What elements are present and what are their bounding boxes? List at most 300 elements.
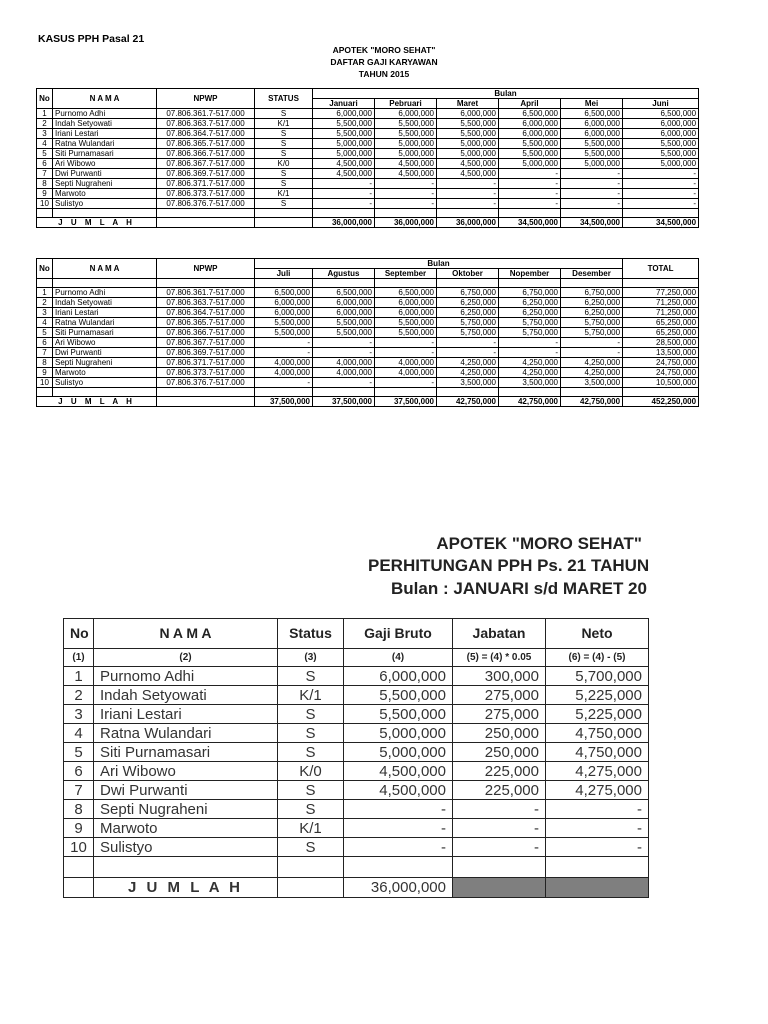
pph-subheader: (4)	[344, 649, 453, 667]
total-value: 42,750,000	[499, 397, 561, 407]
row-value: -	[375, 378, 437, 388]
month-header: Januari	[313, 99, 375, 109]
row-nama: Indah Setyowati	[53, 298, 157, 308]
month-header: Agustus	[313, 269, 375, 279]
blank-cell	[561, 279, 623, 288]
total-value: 37,500,000	[255, 397, 313, 407]
col-bulan: Bulan	[255, 259, 623, 269]
row-value: 5,000,000	[375, 139, 437, 149]
row-no: 5	[37, 149, 53, 159]
row-npwp: 07.806.369.7-517.000	[157, 169, 255, 179]
row-value: 6,000,000	[313, 308, 375, 318]
pph-subheader: (6) = (4) - (5)	[546, 649, 649, 667]
row-status: S	[255, 129, 313, 139]
row-no: 5	[37, 328, 53, 338]
row-value: -	[561, 199, 623, 209]
row-npwp: 07.806.367.7-517.000	[157, 159, 255, 169]
blank-cell	[375, 209, 437, 218]
table-row	[37, 139, 699, 149]
row-total: 65,250,000	[623, 318, 699, 328]
row-jabatan: 300,000	[453, 667, 546, 686]
row-nama: Dwi Purwanti	[53, 348, 157, 358]
row-npwp: 07.806.365.7-517.000	[157, 318, 255, 328]
row-status: K/1	[255, 119, 313, 129]
row-no: 10	[37, 199, 53, 209]
row-npwp: 07.806.373.7-517.000	[157, 368, 255, 378]
row-value: 6,000,000	[375, 109, 437, 119]
blank-cell	[94, 857, 278, 878]
row-no: 6	[37, 159, 53, 169]
row-status: S	[278, 800, 344, 819]
col-status: STATUS	[255, 89, 313, 109]
row-value: -	[561, 179, 623, 189]
row-value: 3,500,000	[437, 378, 499, 388]
row-value: 6,500,000	[255, 288, 313, 298]
row-bruto: 4,500,000	[344, 762, 453, 781]
table-row	[37, 288, 699, 298]
row-value: -	[561, 338, 623, 348]
row-value: 5,000,000	[499, 159, 561, 169]
row-status: S	[255, 149, 313, 159]
row-no: 8	[37, 179, 53, 189]
row-nama: Ari Wibowo	[53, 338, 157, 348]
shaded-cell	[546, 878, 649, 898]
row-value: 5,000,000	[437, 149, 499, 159]
row-nama: Marwoto	[53, 189, 157, 199]
col-total: TOTAL	[623, 259, 699, 279]
row-no: 9	[37, 368, 53, 378]
row-value: 5,500,000	[375, 328, 437, 338]
row-value: 6,250,000	[499, 298, 561, 308]
row-no: 10	[64, 838, 94, 857]
row-status: K/1	[278, 686, 344, 705]
row-value: -	[313, 189, 375, 199]
blank-row	[64, 857, 649, 878]
row-nama: Ari Wibowo	[53, 159, 157, 169]
row-value: 6,000,000	[375, 308, 437, 318]
blank-cell	[37, 279, 53, 288]
row-nama: Marwoto	[94, 819, 278, 838]
row-jabatan: -	[453, 800, 546, 819]
table-row	[37, 348, 699, 358]
row-no: 6	[64, 762, 94, 781]
row-status: S	[255, 109, 313, 119]
row-jabatan: -	[453, 838, 546, 857]
table-row	[37, 149, 699, 159]
row-value: 5,500,000	[561, 149, 623, 159]
row-value: 5,500,000	[313, 119, 375, 129]
blank-cell	[37, 388, 53, 397]
pph-company-title: APOTEK "MORO SEHAT"	[436, 534, 642, 553]
blank-cell	[437, 388, 499, 397]
blank-cell	[157, 209, 255, 218]
row-neto: -	[546, 800, 649, 819]
table-row	[37, 189, 699, 199]
row-value: 5,500,000	[375, 129, 437, 139]
row-value: 4,500,000	[437, 169, 499, 179]
table-row	[37, 328, 699, 338]
row-value: 4,250,000	[499, 358, 561, 368]
row-total: 24,750,000	[623, 358, 699, 368]
case-title: KASUS PPH Pasal 21	[38, 33, 145, 45]
row-total: 10,500,000	[623, 378, 699, 388]
row-total: 71,250,000	[623, 298, 699, 308]
row-neto: 4,275,000	[546, 762, 649, 781]
row-total: 77,250,000	[623, 288, 699, 298]
row-value: 5,500,000	[561, 139, 623, 149]
pph-header: Status	[278, 619, 344, 649]
month-header: Pebruari	[375, 99, 437, 109]
row-value: 6,250,000	[437, 308, 499, 318]
table-row	[37, 129, 699, 139]
blank-cell	[375, 388, 437, 397]
row-value: -	[499, 348, 561, 358]
row-value: 5,000,000	[313, 149, 375, 159]
row-value: 5,500,000	[255, 318, 313, 328]
row-value: -	[255, 348, 313, 358]
row-nama: Siti Purnamasari	[53, 328, 157, 338]
row-status: K/1	[278, 819, 344, 838]
col-nama: N A M A	[53, 259, 157, 279]
row-value: -	[437, 189, 499, 199]
row-value: -	[623, 199, 699, 209]
row-value: 5,500,000	[437, 119, 499, 129]
total-bruto: 36,000,000	[344, 878, 453, 898]
company-name: APOTEK "MORO SEHAT"	[332, 45, 436, 55]
col-bulan: Bulan	[313, 89, 699, 99]
pph-table	[63, 618, 649, 898]
col-no: No	[37, 259, 53, 279]
row-total: 28,500,000	[623, 338, 699, 348]
row-value: 4,000,000	[313, 358, 375, 368]
row-nama: Purnomo Adhi	[53, 109, 157, 119]
blank-cell	[623, 209, 699, 218]
row-npwp: 07.806.361.7-517.000	[157, 288, 255, 298]
total-value: 42,750,000	[561, 397, 623, 407]
row-no: 5	[64, 743, 94, 762]
row-status: S	[278, 724, 344, 743]
row-value: 6,000,000	[561, 119, 623, 129]
row-neto: -	[546, 838, 649, 857]
blank-cell	[255, 388, 313, 397]
row-value: 4,500,000	[375, 169, 437, 179]
table-row	[64, 743, 649, 762]
blank-cell	[157, 279, 255, 288]
row-value: 5,750,000	[561, 328, 623, 338]
row-no: 7	[64, 781, 94, 800]
row-value: 5,500,000	[375, 318, 437, 328]
row-nama: Purnomo Adhi	[94, 667, 278, 686]
table-row	[64, 667, 649, 686]
total-value: 34,500,000	[623, 218, 699, 228]
row-nama: Septi Nugraheni	[53, 358, 157, 368]
blank-cell	[313, 388, 375, 397]
pph-header: No	[64, 619, 94, 649]
row-value: -	[313, 348, 375, 358]
month-header: Juli	[255, 269, 313, 279]
row-neto: 4,275,000	[546, 781, 649, 800]
row-value: 5,000,000	[313, 139, 375, 149]
row-npwp: 07.806.376.7-517.000	[157, 199, 255, 209]
table-row	[37, 298, 699, 308]
blank-cell	[53, 209, 157, 218]
row-value: 5,500,000	[499, 139, 561, 149]
table-row	[64, 819, 649, 838]
row-no: 7	[37, 348, 53, 358]
row-no: 1	[37, 109, 53, 119]
row-npwp: 07.806.364.7-517.000	[157, 129, 255, 139]
row-no: 4	[37, 139, 53, 149]
row-value: 5,500,000	[255, 328, 313, 338]
total-value: 42,750,000	[437, 397, 499, 407]
table-row	[64, 762, 649, 781]
row-value: 6,000,000	[499, 129, 561, 139]
blank-cell	[278, 878, 344, 898]
row-bruto: 5,500,000	[344, 686, 453, 705]
row-value: 4,000,000	[375, 358, 437, 368]
blank-row	[37, 279, 699, 288]
blank-row	[37, 209, 699, 218]
row-status: S	[278, 667, 344, 686]
table-row	[37, 308, 699, 318]
row-value: 6,000,000	[499, 119, 561, 129]
blank-row	[37, 388, 699, 397]
month-header: Nopember	[499, 269, 561, 279]
row-neto: 5,225,000	[546, 705, 649, 724]
total-value: 36,000,000	[375, 218, 437, 228]
row-npwp: 07.806.373.7-517.000	[157, 189, 255, 199]
row-value: -	[499, 169, 561, 179]
row-no: 1	[37, 288, 53, 298]
row-status: S	[255, 169, 313, 179]
blank-cell	[437, 209, 499, 218]
payroll-table-jul-dec	[36, 258, 699, 407]
pph-calc-title: PERHITUNGAN PPH Ps. 21 TAHUN	[368, 556, 650, 575]
row-value: -	[255, 338, 313, 348]
shaded-cell	[453, 878, 546, 898]
table-row	[37, 378, 699, 388]
row-npwp: 07.806.364.7-517.000	[157, 308, 255, 318]
total-value: 36,000,000	[313, 218, 375, 228]
row-nama: Indah Setyowati	[94, 686, 278, 705]
row-value: -	[561, 189, 623, 199]
row-npwp: 07.806.367.7-517.000	[157, 338, 255, 348]
row-value: 5,500,000	[313, 328, 375, 338]
row-jabatan: 225,000	[453, 762, 546, 781]
row-status: K/0	[278, 762, 344, 781]
row-jabatan: 275,000	[453, 686, 546, 705]
blank-cell	[313, 279, 375, 288]
row-value: 5,000,000	[623, 159, 699, 169]
row-bruto: 5,000,000	[344, 724, 453, 743]
row-value: 5,500,000	[623, 149, 699, 159]
row-value: 6,000,000	[255, 308, 313, 318]
blank-cell	[255, 209, 313, 218]
row-value: 6,250,000	[437, 298, 499, 308]
row-value: -	[375, 199, 437, 209]
row-status: S	[278, 743, 344, 762]
table-row	[37, 169, 699, 179]
row-nama: Siti Purnamasari	[53, 149, 157, 159]
row-no: 9	[37, 189, 53, 199]
row-bruto: 4,500,000	[344, 781, 453, 800]
row-value: 6,750,000	[499, 288, 561, 298]
blank-cell	[53, 279, 157, 288]
row-value: 5,000,000	[561, 159, 623, 169]
table-row	[37, 179, 699, 189]
table-row	[37, 338, 699, 348]
row-value: 4,250,000	[437, 368, 499, 378]
row-nama: Ari Wibowo	[94, 762, 278, 781]
blank-cell	[157, 388, 255, 397]
row-value: -	[437, 348, 499, 358]
row-value: -	[499, 179, 561, 189]
row-bruto: -	[344, 838, 453, 857]
row-bruto: 5,000,000	[344, 743, 453, 762]
row-nama: Marwoto	[53, 368, 157, 378]
row-jabatan: -	[453, 819, 546, 838]
blank-cell	[53, 388, 157, 397]
row-nama: Dwi Purwanti	[94, 781, 278, 800]
row-bruto: -	[344, 800, 453, 819]
table-row	[37, 368, 699, 378]
row-status: S	[278, 838, 344, 857]
blank-cell	[499, 279, 561, 288]
row-nama: Dwi Purwanti	[53, 169, 157, 179]
row-value: 4,000,000	[255, 368, 313, 378]
row-value: 6,000,000	[623, 119, 699, 129]
row-bruto: 6,000,000	[344, 667, 453, 686]
row-value: 5,750,000	[437, 318, 499, 328]
row-value: 6,000,000	[255, 298, 313, 308]
row-value: 6,750,000	[561, 288, 623, 298]
total-row	[37, 397, 699, 407]
month-header: Desember	[561, 269, 623, 279]
row-npwp: 07.806.363.7-517.000	[157, 298, 255, 308]
blank-cell	[375, 279, 437, 288]
row-value: 5,750,000	[561, 318, 623, 328]
payroll-year: TAHUN 2015	[358, 69, 410, 79]
row-jabatan: 275,000	[453, 705, 546, 724]
row-value: 5,500,000	[623, 139, 699, 149]
table-row	[64, 838, 649, 857]
row-value: -	[623, 179, 699, 189]
row-bruto: -	[344, 819, 453, 838]
row-npwp: 07.806.365.7-517.000	[157, 139, 255, 149]
grand-total: 452,250,000	[623, 397, 699, 407]
row-neto: 4,750,000	[546, 724, 649, 743]
row-nama: Septi Nugraheni	[94, 800, 278, 819]
blank-cell	[157, 218, 255, 228]
row-bruto: 5,500,000	[344, 705, 453, 724]
month-header: Mei	[561, 99, 623, 109]
row-value: 4,500,000	[437, 159, 499, 169]
row-value: -	[561, 348, 623, 358]
blank-cell	[499, 388, 561, 397]
row-npwp: 07.806.371.7-517.000	[157, 358, 255, 368]
row-value: -	[623, 169, 699, 179]
row-no: 2	[64, 686, 94, 705]
row-value: -	[375, 338, 437, 348]
row-value: 4,000,000	[375, 368, 437, 378]
row-nama: Septi Nugraheni	[53, 179, 157, 189]
blank-cell	[344, 857, 453, 878]
row-value: 4,250,000	[437, 358, 499, 368]
row-total: 65,250,000	[623, 328, 699, 338]
row-nama: Sulistyo	[53, 199, 157, 209]
row-no: 10	[37, 378, 53, 388]
row-value: 6,000,000	[437, 109, 499, 119]
row-no: 3	[37, 129, 53, 139]
row-no: 8	[37, 358, 53, 368]
pph-period: Bulan : JANUARI s/d MARET 20	[391, 579, 647, 598]
row-total: 71,250,000	[623, 308, 699, 318]
row-no: 3	[64, 705, 94, 724]
row-no: 6	[37, 338, 53, 348]
row-value: 4,500,000	[313, 159, 375, 169]
row-value: -	[437, 199, 499, 209]
row-value: 5,750,000	[437, 328, 499, 338]
row-value: 6,250,000	[561, 308, 623, 318]
row-no: 2	[37, 119, 53, 129]
row-value: -	[437, 179, 499, 189]
row-no: 3	[37, 308, 53, 318]
row-value: 4,500,000	[313, 169, 375, 179]
row-value: 5,500,000	[313, 129, 375, 139]
row-value: 5,500,000	[437, 129, 499, 139]
total-value: 37,500,000	[313, 397, 375, 407]
row-value: 6,000,000	[561, 129, 623, 139]
row-nama: Ratna Wulandari	[53, 139, 157, 149]
row-value: 4,250,000	[561, 358, 623, 368]
row-value: -	[313, 378, 375, 388]
row-value: 6,250,000	[561, 298, 623, 308]
row-value: 6,500,000	[499, 109, 561, 119]
row-value: -	[313, 199, 375, 209]
row-value: -	[499, 338, 561, 348]
total-row	[64, 878, 649, 898]
row-neto: -	[546, 819, 649, 838]
row-no: 2	[37, 298, 53, 308]
row-value: 6,500,000	[313, 288, 375, 298]
row-value: 5,000,000	[375, 149, 437, 159]
row-npwp: 07.806.363.7-517.000	[157, 119, 255, 129]
row-nama: Iriani Lestari	[94, 705, 278, 724]
payroll-table-jan-jun	[36, 88, 699, 228]
blank-cell	[313, 209, 375, 218]
row-value: 4,000,000	[313, 368, 375, 378]
col-npwp: NPWP	[157, 259, 255, 279]
pph-header: Neto	[546, 619, 649, 649]
row-no: 1	[64, 667, 94, 686]
row-nama: Iriani Lestari	[53, 308, 157, 318]
table-row	[64, 781, 649, 800]
row-nama: Ratna Wulandari	[53, 318, 157, 328]
row-value: -	[375, 179, 437, 189]
row-total: 13,500,000	[623, 348, 699, 358]
row-npwp: 07.806.371.7-517.000	[157, 179, 255, 189]
row-value: -	[375, 348, 437, 358]
row-npwp: 07.806.366.7-517.000	[157, 328, 255, 338]
month-header: September	[375, 269, 437, 279]
row-value: 6,000,000	[313, 298, 375, 308]
row-value: 4,500,000	[375, 159, 437, 169]
pph-subheader: (1)	[64, 649, 94, 667]
row-no: 9	[64, 819, 94, 838]
pph-subheader: (2)	[94, 649, 278, 667]
total-value: 34,500,000	[499, 218, 561, 228]
table-row	[37, 318, 699, 328]
